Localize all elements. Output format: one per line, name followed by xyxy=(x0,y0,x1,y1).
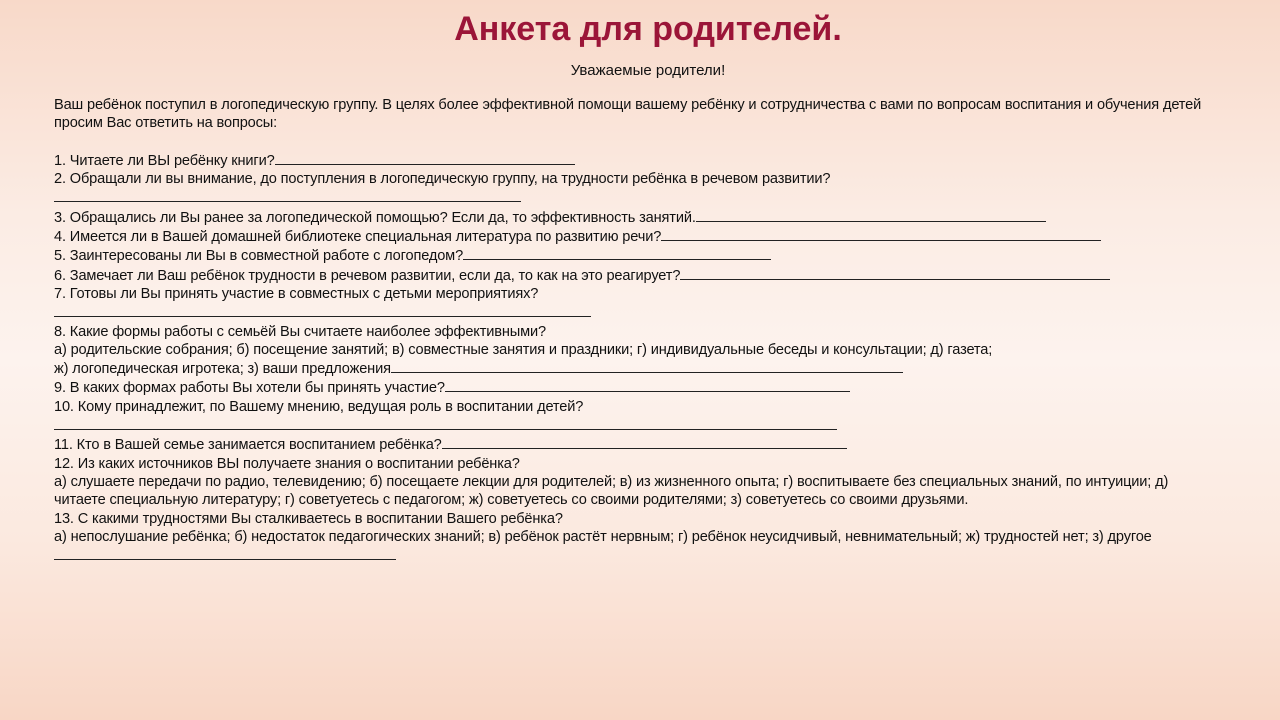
question-11 xyxy=(54,435,1222,454)
answer-line-7-row xyxy=(54,303,1222,322)
answer-line-2[interactable] xyxy=(54,188,521,202)
questionnaire-body xyxy=(54,96,1222,565)
question-12-options: а) слушаете передачи по радио, телевидению; б) посещаете лекции для родителей; в) из жизненного опыта; г) воспитываете без специальных знаний, по интуиции; д) читаете специальную литературу; г) советуетесь с педагогом; ж) советуетесь со своими родителями; з) советуетесь со своими друзьями. xyxy=(54,473,1169,509)
question-8-options-b-text: ж) логопедическая игротека; з) ваши предложения xyxy=(54,361,391,378)
question-5-text: 5. Заинтересованы ли Вы в совместной работе с логопедом? xyxy=(54,248,464,265)
question-13-options xyxy=(54,528,1222,566)
question-4 xyxy=(54,227,1222,246)
page-title: Анкета для родителей. xyxy=(454,10,842,48)
answer-line-8[interactable] xyxy=(391,359,903,373)
answer-line-2-row xyxy=(54,188,1222,207)
question-6 xyxy=(54,266,1222,285)
question-10 xyxy=(54,398,1222,416)
question-8-text: 8. Какие формы работы с семьёй Вы считаете наиболее эффективными? xyxy=(54,323,546,340)
question-11-text: 11. Кто в Вашей семье занимается воспитанием ребёнка? xyxy=(54,437,442,454)
answer-line-13[interactable] xyxy=(54,546,396,560)
answer-line-1[interactable] xyxy=(275,151,575,165)
question-9-text: 9. В каких формах работы Вы хотели бы принять участие? xyxy=(54,380,445,397)
question-1-text: 1. Читаете ли ВЫ ребёнку книги? xyxy=(54,152,275,169)
question-3 xyxy=(54,208,1222,227)
question-10-text: 10. Кому принадлежит, по Вашему мнению, ведущая роль в воспитании детей? xyxy=(54,398,584,415)
question-12-text: 12. Из каких источников ВЫ получаете знания о воспитании ребёнка? xyxy=(54,455,520,472)
question-1 xyxy=(54,151,1222,170)
question-8-options-a: а) родительские собрания; б) посещение занятий; в) совместные занятия и праздники; г) индивидуальные беседы и консультации; д) газета; xyxy=(54,341,993,358)
greeting: Уважаемые родители! xyxy=(570,62,726,79)
question-7-text: 7. Готовы ли Вы принять участие в совместных с детьми мероприятиях? xyxy=(54,285,539,302)
question-13 xyxy=(54,510,1222,528)
question-6-text: 6. Замечает ли Ваш ребёнок трудности в речевом развитии, если да, то как на это реагирует? xyxy=(54,267,681,284)
answer-line-5[interactable] xyxy=(463,246,771,260)
answer-line-10[interactable] xyxy=(54,416,837,430)
question-13-text: 13. С какими трудностями Вы сталкиваетесь в воспитании Вашего ребёнка? xyxy=(54,510,563,527)
answer-line-10-row xyxy=(54,416,1222,435)
answer-line-3[interactable] xyxy=(696,208,1046,222)
question-13-options-text: а) непослушание ребёнка; б) недостаток педагогических знаний; в) ребёнок растёт нервным; г) ребёнок неусидчивый, невнимательный; ж) трудностей нет; з) другое xyxy=(54,528,1152,545)
question-3-text: 3. Обращались ли Вы ранее за логопедической помощью? Если да, то эффективность занятий. xyxy=(54,209,696,226)
question-4-text: 4. Имеется ли в Вашей домашней библиотеке специальная литература по развитию речи? xyxy=(54,229,662,246)
answer-line-9[interactable] xyxy=(445,378,850,392)
question-2-text: 2. Обращали ли вы внимание, до поступления в логопедическую группу, на трудности ребёнка в речевом развитии? xyxy=(54,171,831,188)
question-12 xyxy=(54,455,1222,473)
question-8 xyxy=(54,323,1222,341)
answer-line-11[interactable] xyxy=(442,435,847,449)
question-9 xyxy=(54,378,1222,397)
question-8-options-b xyxy=(54,359,1222,378)
question-7 xyxy=(54,285,1222,303)
question-5 xyxy=(54,246,1222,265)
question-2 xyxy=(54,170,1222,188)
answer-line-7[interactable] xyxy=(54,303,591,317)
answer-line-6[interactable] xyxy=(680,266,1110,280)
answer-line-4[interactable] xyxy=(661,227,1101,241)
intro-text: Ваш ребёнок поступил в логопедическую группу. В целях более эффективной помощи вашему ребёнку и сотрудничества с вами по вопросам воспитания и обучения детей просим Вас ответить на вопросы: xyxy=(54,97,1202,132)
